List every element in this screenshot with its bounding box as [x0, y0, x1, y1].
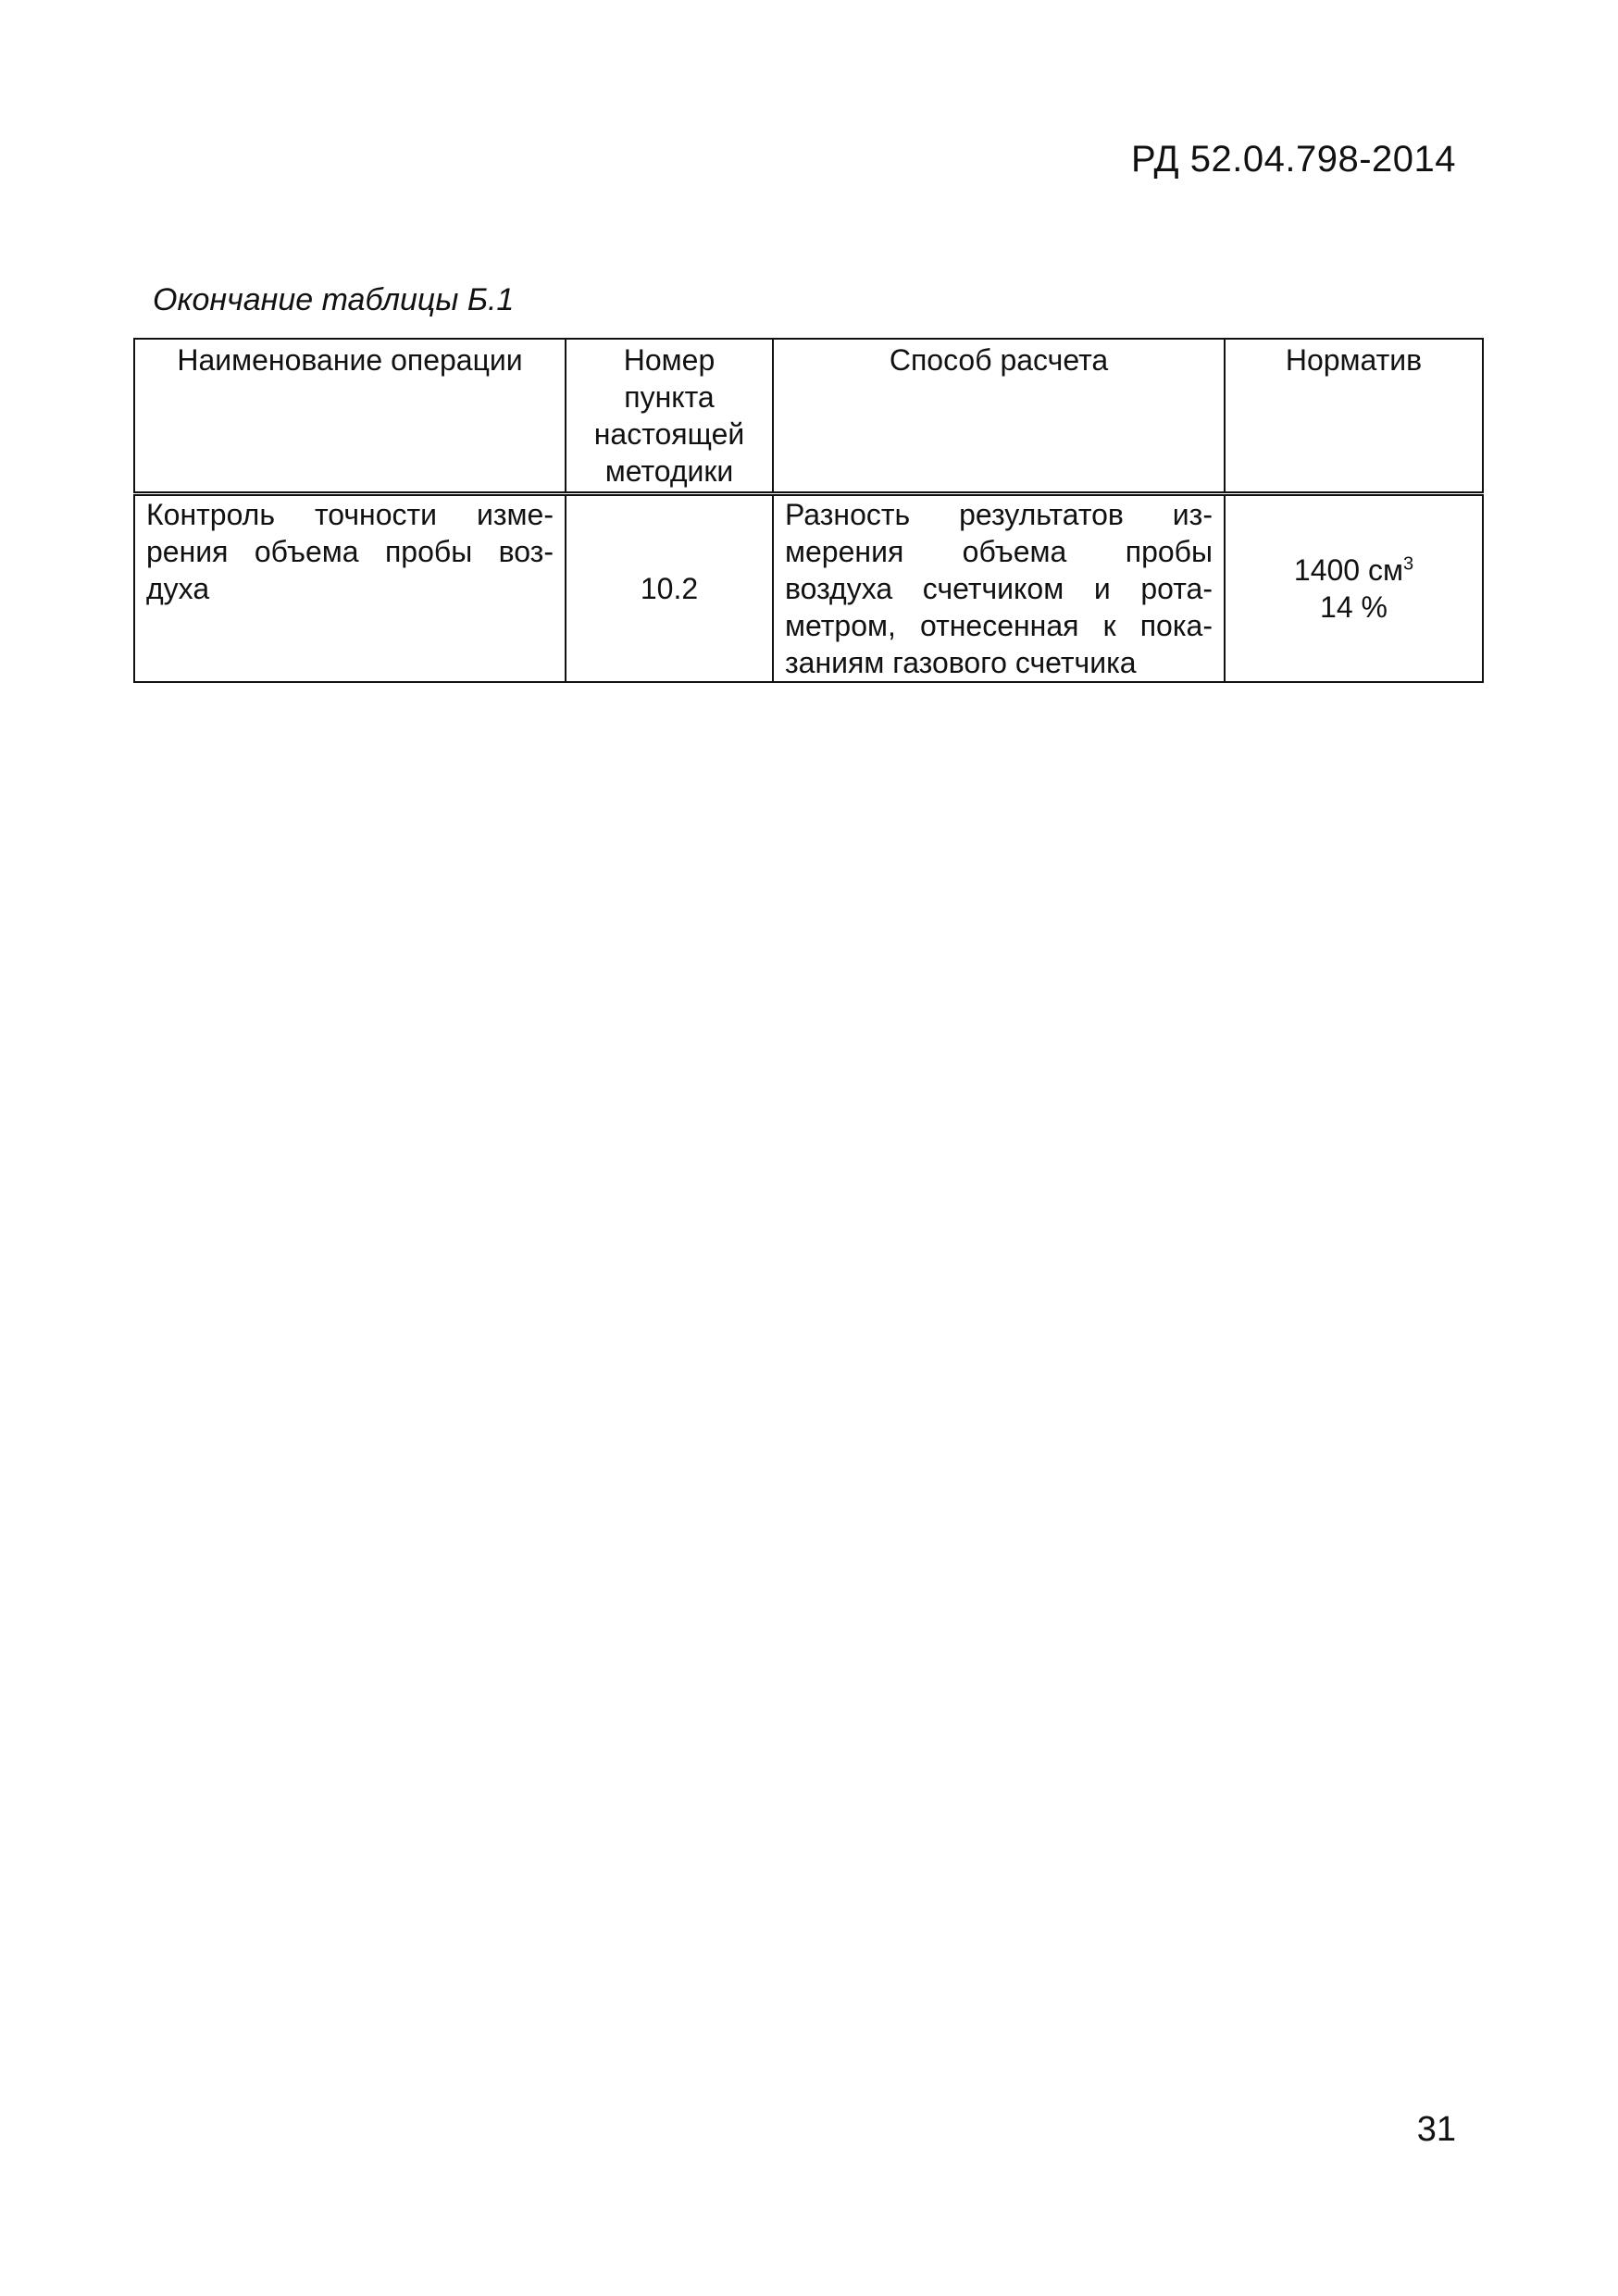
requirements-table [133, 338, 1484, 683]
norm-volume [1237, 552, 1471, 589]
norm-percent: 14 % [1320, 590, 1388, 624]
header-operation: Наименование операции [134, 339, 566, 494]
norm-volume-exponent: 3 [1402, 553, 1414, 575]
cell-clause: 10.2 [566, 494, 773, 683]
cell-norm [1225, 494, 1483, 683]
table-row [134, 494, 1483, 683]
page-number: 31 [1416, 2110, 1456, 2149]
cell-operation: Контроль точности изме-рения объема пробы воз-духа [134, 494, 566, 683]
norm-volume-value: 1400 см [1293, 553, 1403, 587]
header-norm: Норматив [1225, 339, 1483, 494]
cell-method: Разность результатов из-мерения объема пробы воздуха счетчиком и рота-метром, отнесенная к пока-заниям газового счетчика [773, 494, 1225, 683]
table-caption: Окончание таблицы Б.1 [153, 282, 515, 317]
header-method: Способ расчета [773, 339, 1225, 494]
header-clause: Номер пункта настоящей методики [566, 339, 773, 494]
table-header-row [134, 339, 1483, 494]
document-code: РД 52.04.798-2014 [1131, 139, 1456, 180]
